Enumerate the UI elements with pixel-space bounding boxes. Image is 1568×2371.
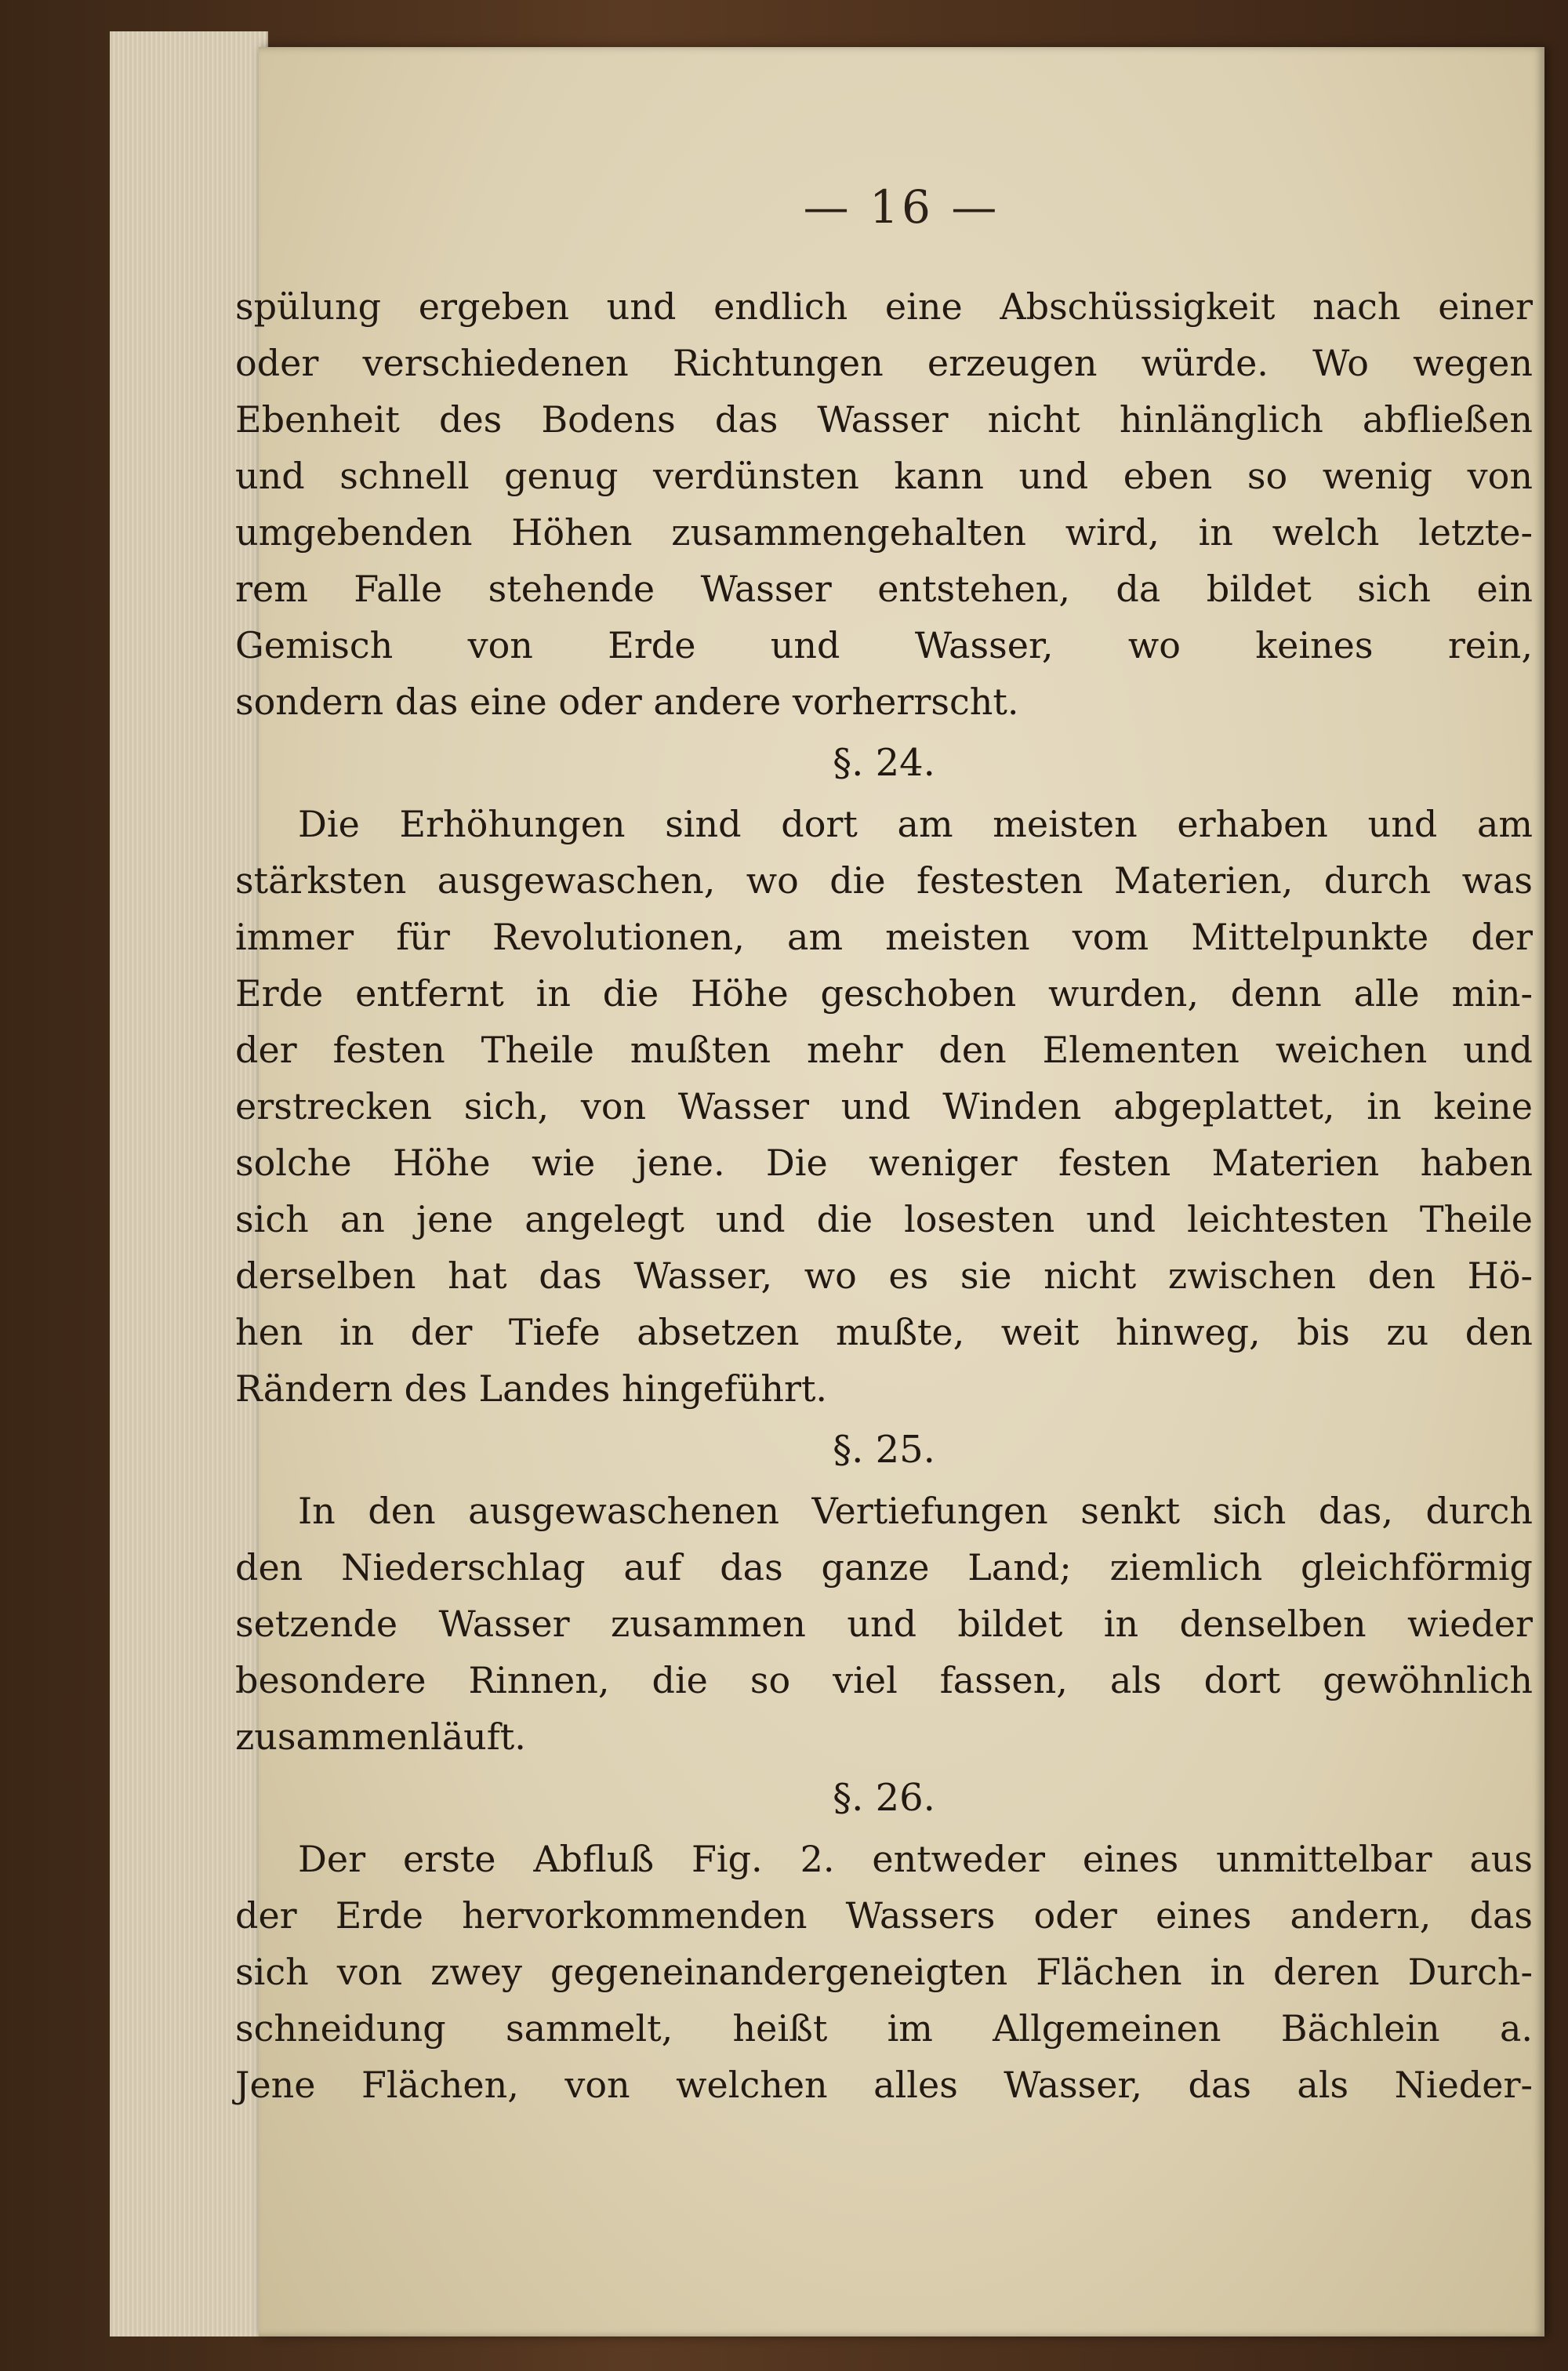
text-line: erstrecken sich, von Wasser und Winden abgeplattet, in keine (235, 1085, 1533, 1127)
text-line: sich an jene angelegt und die losesten und leichtesten Theile (235, 1198, 1533, 1240)
section-heading: §. 25. (833, 1428, 935, 1472)
text-line: immer für Revolutionen, am meisten vom Mittelpunkte der (235, 916, 1533, 958)
text-line: und schnell genug verdünsten kann und eben so wenig von (235, 455, 1533, 497)
text-line: sondern das eine oder andere vorherrscht. (235, 681, 1019, 723)
text-line: Ebenheit des Bodens das Wasser nicht hinlänglich abfließen (235, 398, 1533, 441)
text-line: Die Erhöhungen sind dort am meisten erhaben und am (298, 803, 1533, 845)
text-line: umgebenden Höhen zusammengehalten wird, in welch letzte- (235, 511, 1533, 554)
text-line: der festen Theile mußten mehr den Elementen weichen und (235, 1029, 1533, 1071)
text-line: Der erste Abfluß Fig. 2. entweder eines unmittelbar aus (298, 1838, 1533, 1880)
text-line: besondere Rinnen, die so viel fassen, als dort gewöhnlich (235, 1659, 1533, 1701)
text-line: Jene Flächen, von welchen alles Wasser, das als Nieder- (235, 2064, 1533, 2106)
paragraph (235, 278, 1533, 730)
section-heading: §. 24. (833, 741, 935, 785)
text-line: Gemisch von Erde und Wasser, wo keines rein, (235, 624, 1533, 666)
page-text (235, 278, 1533, 2113)
text-line: In den ausgewaschenen Vertiefungen senkt sich das, durch (298, 1490, 1533, 1532)
text-line: rem Falle stehende Wasser entstehen, da bildet sich ein (235, 568, 1533, 610)
text-line: Erde entfernt in die Höhe geschoben wurden, denn alle min- (235, 972, 1533, 1015)
page-number: — 16 — (803, 180, 1000, 234)
text-line: der Erde hervorkommenden Wassers oder eines andern, das (235, 1894, 1533, 1937)
text-line: sich von zwey gegeneinandergeneigten Flächen in deren Durch- (235, 1951, 1533, 1993)
paragraph (235, 1831, 1533, 2113)
text-line: den Niederschlag auf das ganze Land; ziemlich gleichförmig (235, 1546, 1533, 1589)
text-line: spülung ergeben und endlich eine Abschüssigkeit nach einer (235, 285, 1533, 328)
text-line: zusammenläuft. (235, 1716, 526, 1758)
section-heading: §. 26. (833, 1776, 935, 1820)
text-line: schneidung sammelt, heißt im Allgemeinen Bächlein a. (235, 2007, 1533, 2050)
paragraph (235, 1483, 1533, 1765)
text-line: solche Höhe wie jene. Die weniger festen Materien haben (235, 1142, 1533, 1184)
text-line: hen in der Tiefe absetzen mußte, weit hinweg, bis zu den (235, 1311, 1533, 1353)
text-line: stärksten ausgewaschen, wo die festesten Materien, durch was (235, 859, 1533, 902)
text-line: derselben hat das Wasser, wo es sie nicht zwischen den Hö- (235, 1254, 1533, 1297)
text-line: oder verschiedenen Richtungen erzeugen würde. Wo wegen (235, 342, 1533, 384)
text-line: setzende Wasser zusammen und bildet in denselben wieder (235, 1603, 1533, 1645)
text-line: Rändern des Landes hingeführt. (235, 1367, 828, 1410)
paragraph (235, 796, 1533, 1417)
